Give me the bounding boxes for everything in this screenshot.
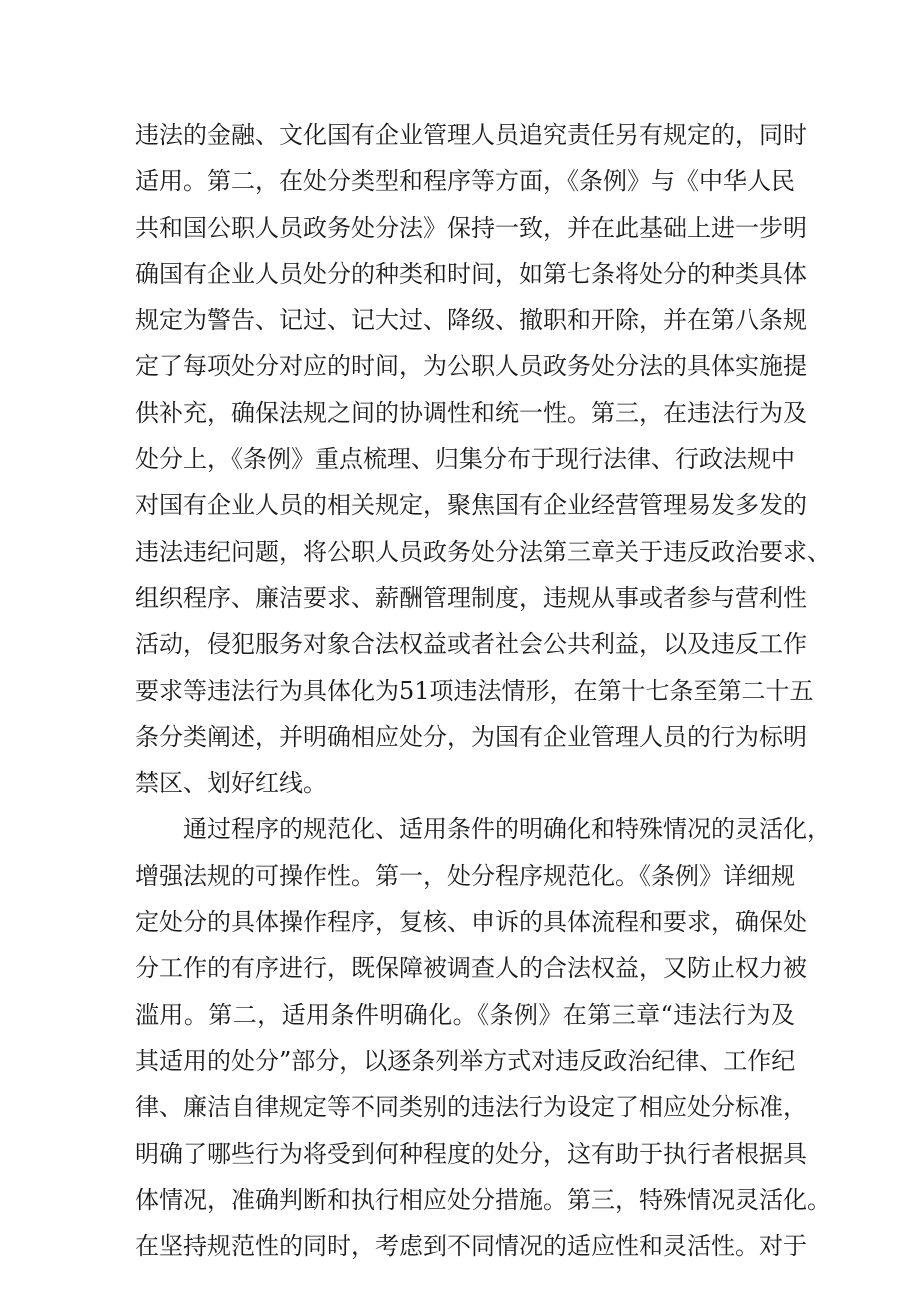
body-text — [135, 112, 831, 1269]
paragraph-2-line-4: 分工作的有序进行，既保障被调查人的合法权益，又防止权力被 — [135, 954, 807, 983]
paragraph-1-line-2: 适用。第二，在处分类型和程序等方面，《条例》与《中华人民 — [135, 167, 795, 196]
paragraph-2-line-10: 在坚持规范性的同时，考虑到不同情况的适应性和灵活性。对于 — [135, 1232, 807, 1261]
paragraph-1-line-13: 要求等违法行为具体化为51项违法情形，在第十七条至第二十五 — [135, 676, 814, 705]
paragraph-1-line-8: 处分上，《条例》重点梳理、归集分布于现行法律、行政法规中 — [135, 445, 795, 474]
paragraph-1-line-9: 对国有企业人员的相关规定，聚焦国有企业经营管理易发多发的 — [135, 491, 807, 520]
paragraph-1-line-15: 禁区、划好红线。 — [135, 769, 327, 798]
paragraph-1-line-10: 违法违纪问题，将公职人员政务处分法第三章关于违反政治要求、 — [135, 537, 831, 566]
paragraph-2-line-3: 定处分的具体操作程序，复核、申诉的具体流程和要求，确保处 — [135, 908, 807, 937]
paragraph-1-line-11: 组织程序、廉洁要求、薪酬管理制度，违规从事或者参与营利性 — [135, 583, 807, 612]
paragraph-2-line-1: 通过程序的规范化、适用条件的明确化和特殊情况的灵活化， — [183, 815, 831, 844]
paragraph-2-line-6: 其适用的处分”部分，以逐条列举方式对违反政治纪律、工作纪 — [135, 1046, 796, 1075]
paragraph-1-line-7: 供补充，确保法规之间的协调性和统一性。第三，在违法行为及 — [135, 398, 807, 427]
paragraph-1-line-4: 确国有企业人员处分的种类和时间，如第七条将处分的种类具体 — [135, 259, 807, 288]
paragraph-2-line-9: 体情况，准确判断和执行相应处分措施。第三，特殊情况灵活化。 — [135, 1185, 831, 1214]
paragraph-2-line-7: 律、廉洁自律规定等不同类别的违法行为设定了相应处分标准， — [135, 1093, 807, 1122]
paragraph-2-line-2: 增强法规的可操作性。第一，处分程序规范化。《条例》详细规 — [135, 861, 795, 890]
paragraph-1-line-1: 违法的金融、文化国有企业管理人员追究责任另有规定的，同时 — [135, 121, 807, 149]
paragraph-2-line-8: 明确了哪些行为将受到何种程度的处分，这有助于执行者根据具 — [135, 1139, 807, 1168]
paragraph-1-line-12: 活动，侵犯服务对象合法权益或者社会公共利益，以及违反工作 — [135, 630, 807, 659]
paragraph-1-line-6: 定了每项处分对应的时间，为公职人员政务处分法的具体实施提 — [135, 352, 807, 381]
paragraph-1-line-5: 规定为警告、记过、记大过、降级、撤职和开除，并在第八条规 — [135, 306, 807, 335]
paragraph-2-line-5: 滥用。第二，适用条件明确化。《条例》在第三章“违法行为及 — [135, 1000, 795, 1029]
paragraph-1-line-3: 共和国公职人员政务处分法》保持一致，并在此基础上进一步明 — [135, 213, 807, 242]
paragraph-1-line-14: 条分类阐述，并明确相应处分，为国有企业管理人员的行为标明 — [135, 722, 807, 751]
